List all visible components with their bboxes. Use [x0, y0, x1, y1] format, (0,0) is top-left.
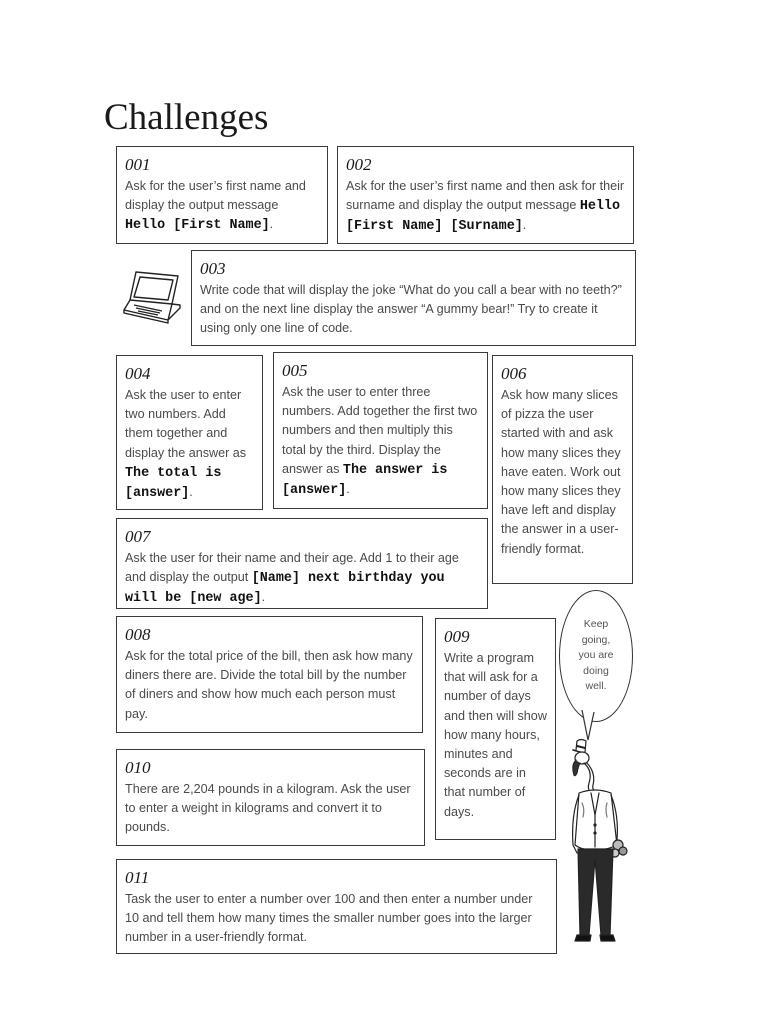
flamingo-gentleman-illustration: [565, 735, 635, 947]
challenge-text: [282, 383, 479, 500]
challenge-text: Ask for the total price of the bill, then ask how many diners there are. Divide the total bill by the number of diners and show how much each person must pay.: [125, 649, 413, 721]
challenge-number: 003: [200, 259, 226, 278]
challenge-card-009: [435, 618, 556, 840]
challenge-text: Task the user to enter a number over 100 and then enter a number under 10 and tell them how many times the smaller number goes into the larger number in a user-friendly format.: [125, 892, 533, 945]
challenge-number: 008: [125, 625, 151, 644]
challenge-number: 002: [346, 155, 372, 174]
challenge-number: 004: [125, 364, 151, 383]
challenge-number: 001: [125, 155, 151, 174]
challenge-description: Ask the user to enter two numbers. Add them together and display the answer as: [125, 388, 247, 460]
challenge-number: 010: [125, 758, 151, 777]
challenge-text: Write a program that will ask for a number of days and then will show how many hours, minutes and seconds are in that number of days.: [444, 651, 547, 819]
challenge-card-003: [191, 250, 636, 346]
challenge-text: Write code that will display the joke “What do you call a bear with no teeth?” and on the next line display the answer “A gummy bear!” Try to create it using only one line of code.: [200, 283, 622, 336]
challenge-card-007: [116, 518, 488, 609]
challenge-text: [125, 386, 254, 503]
challenge-text: [125, 177, 319, 236]
output-code: The total is [answer]: [125, 465, 222, 502]
challenge-card-005: [273, 352, 488, 509]
challenge-number: 005: [282, 361, 308, 380]
challenge-text: There are 2,204 pounds in a kilogram. Ask the user to enter a weight in kilograms and convert it to pounds.: [125, 782, 411, 835]
challenge-card-002: [337, 146, 634, 244]
sentence-end: .: [189, 485, 193, 500]
speech-bubble-text: Keep going, you are doing well.: [578, 618, 614, 693]
challenge-description: Ask the user for their name and their age. Add 1 to their age and display the output: [125, 551, 459, 585]
challenge-card-006: [492, 355, 633, 584]
output-code: The answer is [answer]: [282, 462, 448, 499]
output-code: [Name] next birthday you will be [new age]: [125, 571, 445, 607]
page-title: Challenges: [104, 97, 269, 138]
sentence-end: .: [522, 218, 527, 233]
challenge-card-008: [116, 616, 423, 733]
challenge-text: [346, 177, 625, 237]
challenge-description: Ask for the user’s first name and then ask for their surname and display the output message: [346, 179, 625, 213]
challenge-description: Ask the user to enter three numbers. Add together the first two numbers and then multiply this total by the third. Display the answer as: [282, 385, 478, 476]
challenge-number: 011: [125, 868, 150, 887]
challenge-text: Ask how many slices of pizza the user started with and ask how many slices they have eaten. Work out how many slices they have left and display the answer in a user-friendly format.: [501, 388, 621, 556]
challenge-number: 009: [444, 627, 470, 646]
output-code: Hello [First Name] [Surname]: [346, 199, 621, 235]
sentence-end: .: [261, 590, 266, 605]
challenge-number: 007: [125, 527, 151, 546]
challenge-text: [125, 549, 479, 609]
challenge-card-004: [116, 355, 263, 510]
speech-bubble: [559, 590, 633, 722]
sentence-end: .: [346, 482, 350, 497]
challenge-card-001: [116, 146, 328, 244]
output-code: Hello [First Name]: [125, 218, 270, 234]
challenge-number: 006: [501, 364, 527, 383]
challenge-description: Ask for the user’s first name and display the output message: [125, 179, 306, 213]
challenge-card-010: [116, 749, 425, 846]
challenge-card-011: [116, 859, 557, 954]
sentence-end: .: [269, 217, 274, 232]
laptop-icon: [122, 266, 186, 324]
